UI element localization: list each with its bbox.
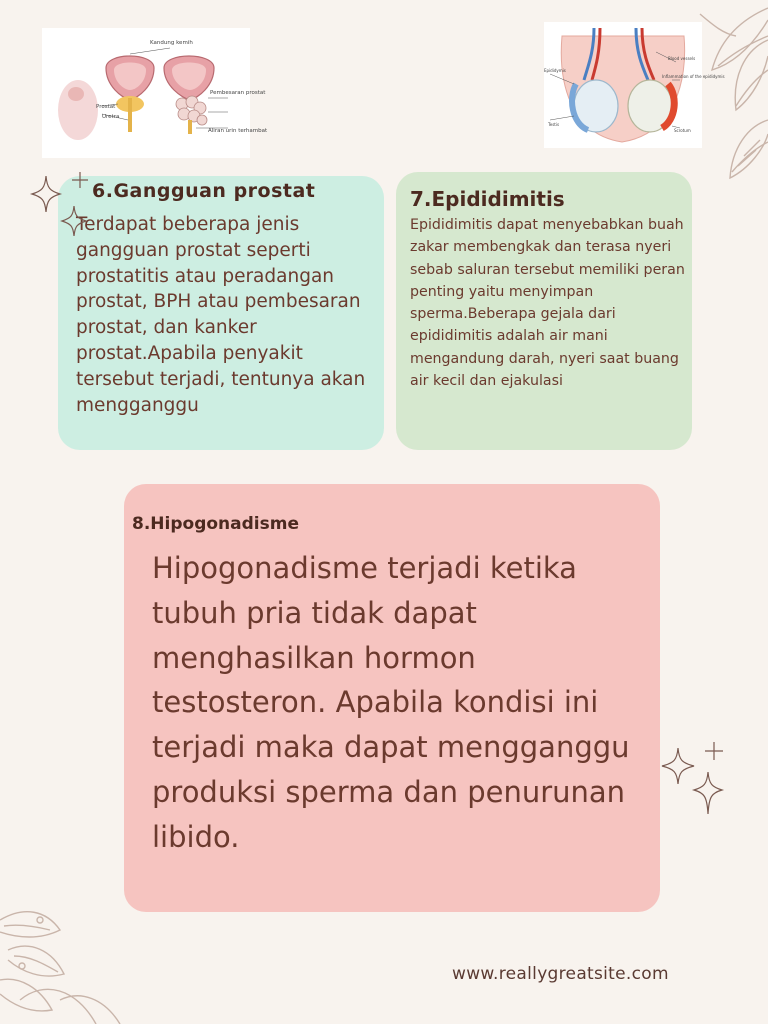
card-title-hipogonadisme: 8.Hipogonadisme (132, 514, 299, 534)
label-scrotum: Scrotum (674, 128, 691, 133)
sparkle-icon (656, 738, 732, 822)
label-kandung-kemih: Kandung kemih (150, 40, 193, 46)
card-title-epididimitis: 7.Epididimitis (410, 187, 565, 211)
label-pembesaran-prostat: Pembesaran prostat (210, 90, 266, 96)
label-prostat: Prostat (96, 104, 116, 110)
card-title-gangguan-prostat: 6.Gangguan prostat (92, 180, 316, 202)
card-body-hipogonadisme: Hipogonadisme terjadi ketika tubuh pria tidak dapat menghasilkan hormon testosteron. Apabila kondisi ini terjadi maka dapat mengganggu produksi sperma dan penurunan libido. (152, 551, 630, 854)
label-aliran-urin: Aliran urin terhambat (208, 128, 268, 134)
label-uretra: Uretra (102, 114, 120, 120)
label-inflammation: Inflammation of the epididymis (662, 74, 725, 79)
footer-website-link[interactable]: www.reallygreatsite.com (452, 964, 669, 984)
card-body-epididimitis: Epididimitis dapat menyebabkan buah zakar membengkak dan terasa nyeri sebab saluran tersebut memiliki peran penting yaitu menyimpan sperma.Beberapa gejala dari epididimitis adalah air mani mengandung darah, nyeri saat buang air kecil dan ejakulasi (410, 217, 685, 390)
sparkle-icon (26, 170, 96, 250)
label-testis: Testis (548, 122, 560, 127)
label-epididymis: Epididymis (544, 68, 566, 73)
prostate-anatomy-image (42, 28, 268, 158)
epididymis-anatomy-image (544, 22, 725, 148)
card-body-gangguan-prostat: Terdapat beberapa jenis gangguan prostat seperti prostatitis atau peradangan prostat, BPH atau pembesaran prostat, dan kanker prostat.Apabila penyakit tersebut terjadi, tentunya akan mengganggu (76, 214, 366, 416)
label-blood-vessels: Blood vessels (668, 56, 696, 61)
